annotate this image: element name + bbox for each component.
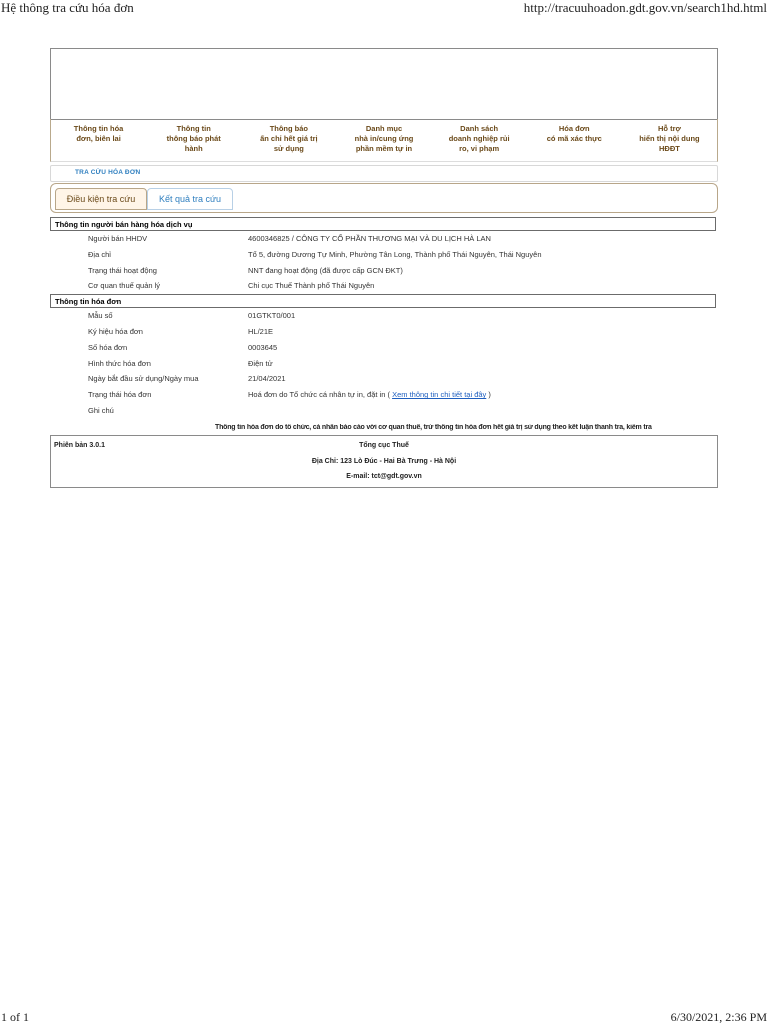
nav-label: có mã xác thực bbox=[546, 134, 602, 143]
field-label: Trạng thái hoạt động bbox=[88, 265, 157, 275]
table-row bbox=[50, 231, 716, 247]
nav-label: hành bbox=[184, 144, 203, 153]
nav-label: sử dụng bbox=[273, 144, 304, 153]
nav-label: doanh nghiệp rủi bbox=[448, 134, 510, 143]
tab-search-conditions[interactable]: Điều kiện tra cứu bbox=[55, 188, 147, 210]
field-label: Người bán HHDV bbox=[88, 234, 148, 243]
print-page-title: Hệ thông tra cứu hóa đơn bbox=[1, 0, 134, 15]
nav-label: ấn chỉ hết giá trị bbox=[260, 134, 318, 143]
footer-email: E-mail: tct@gdt.gov.vn bbox=[346, 473, 422, 480]
nav-label: HĐĐT bbox=[658, 144, 680, 153]
nav-label: Danh sách bbox=[460, 124, 499, 133]
nav-label: ro, vi phạm bbox=[459, 144, 500, 153]
nav-label: phần mềm tự in bbox=[355, 144, 413, 153]
table-row bbox=[50, 308, 716, 324]
field-label: Số hóa đơn bbox=[88, 342, 128, 352]
print-page-url: http://tracuuhoadon.gdt.gov.vn/search1hd.html bbox=[523, 0, 767, 15]
nav-label: nhà in/cung ứng bbox=[354, 134, 414, 143]
table-row bbox=[50, 340, 716, 356]
tab-bar bbox=[50, 183, 718, 213]
nav-label: thông báo phát bbox=[166, 134, 221, 143]
table-row bbox=[50, 247, 716, 263]
field-value: 21/04/2021 bbox=[248, 374, 286, 384]
site-banner bbox=[50, 48, 718, 120]
tab-search-results[interactable]: Kết quả tra cứu bbox=[147, 188, 233, 210]
print-datetime: 6/30/2021, 2:36 PM bbox=[670, 1010, 767, 1024]
field-value: 01GTKT0/001 bbox=[248, 311, 296, 321]
nav-label: đơn, biên lai bbox=[76, 134, 121, 143]
field-label: Ngày bắt đầu sử dụng/Ngày mua bbox=[88, 374, 199, 384]
nav-item-printer-list[interactable] bbox=[336, 119, 431, 161]
version-label: Phiên bản 3.0.1 bbox=[54, 442, 105, 449]
breadcrumb-label: TRA CỨU HÓA ĐƠN bbox=[75, 169, 141, 176]
nav-item-expired-notice[interactable] bbox=[241, 119, 336, 161]
disclaimer-notice: Thông tin hóa đơn do tổ chức, cá nhân báo cáo với cơ quan thuế, trừ thông tin hóa đơn hết giá trị sử dụng theo kết luận thanh tra, kiểm tra bbox=[215, 424, 652, 431]
field-label: Cơ quan thuế quản lý bbox=[88, 281, 161, 291]
field-label: Hình thức hóa đơn bbox=[88, 358, 151, 368]
field-value bbox=[248, 390, 491, 399]
nav-item-issuance-notice[interactable] bbox=[146, 119, 241, 161]
field-label: Trạng thái hóa đơn bbox=[88, 390, 152, 400]
nav-item-support[interactable] bbox=[622, 119, 717, 161]
site-footer bbox=[50, 435, 718, 488]
nav-label: hiển thị nội dung bbox=[639, 134, 700, 143]
nav-label: Thông tin bbox=[176, 124, 211, 133]
table-row bbox=[50, 387, 716, 403]
detail-link[interactable]: Xem thông tin chi tiết tại đây bbox=[392, 390, 487, 400]
nav-label: Danh mục bbox=[365, 124, 403, 133]
table-row bbox=[50, 403, 716, 419]
main-nav bbox=[50, 119, 718, 162]
table-row bbox=[50, 371, 716, 387]
table-row bbox=[50, 324, 716, 340]
table-row bbox=[50, 278, 716, 294]
field-value: 4600346825 / CÔNG TY CỔ PHẦN THƯƠNG MẠI VÀ DU LỊCH HÀ LAN bbox=[248, 234, 491, 243]
status-text: Hoá đơn do Tổ chức cá nhân tự in, đặt in ( bbox=[248, 390, 390, 400]
invoice-section-header: Thông tin hóa đơn bbox=[50, 294, 716, 308]
nav-label: Thông báo bbox=[269, 124, 309, 133]
invoice-info-table bbox=[50, 217, 716, 419]
print-header bbox=[0, 0, 768, 18]
nav-item-invoice-info[interactable] bbox=[51, 119, 146, 161]
field-value: Điện tử bbox=[248, 358, 273, 368]
field-value: Chi cục Thuế Thành phố Thái Nguyên bbox=[248, 281, 375, 291]
table-row bbox=[50, 263, 716, 279]
breadcrumb bbox=[50, 165, 718, 182]
nav-item-risk-enterprises[interactable] bbox=[432, 119, 527, 161]
nav-label: Hóa đơn bbox=[558, 124, 590, 133]
print-page-count: 1 of 1 bbox=[1, 1010, 29, 1024]
footer-address: Địa Chỉ: 123 Lò Đúc - Hai Bà Trưng - Hà Nội bbox=[311, 458, 457, 465]
field-label: Ghi chú bbox=[88, 405, 114, 415]
footer-org: Tổng cục Thuế bbox=[359, 442, 409, 449]
field-value: 0003645 bbox=[248, 342, 278, 352]
field-label: Mẫu số bbox=[88, 311, 113, 321]
nav-item-authenticated-invoice[interactable] bbox=[527, 119, 622, 161]
field-label: Ký hiệu hóa đơn bbox=[88, 326, 143, 336]
field-label: Địa chỉ bbox=[88, 249, 111, 259]
table-row bbox=[50, 356, 716, 372]
nav-label: Thông tin hóa bbox=[73, 124, 124, 133]
seller-section-header: Thông tin người bán hàng hóa dịch vụ bbox=[50, 217, 716, 231]
nav-label: Hỗ trợ bbox=[657, 124, 681, 133]
status-close: ) bbox=[488, 390, 491, 400]
print-footer bbox=[0, 1008, 768, 1024]
field-value: HL/21E bbox=[248, 326, 274, 336]
field-value: Tổ 5, đường Dương Tự Minh, Phường Tân Long, Thành phố Thái Nguyên, Thái Nguyên bbox=[248, 249, 542, 259]
field-value: NNT đang hoạt động (đã được cấp GCN ĐKT) bbox=[248, 265, 403, 275]
